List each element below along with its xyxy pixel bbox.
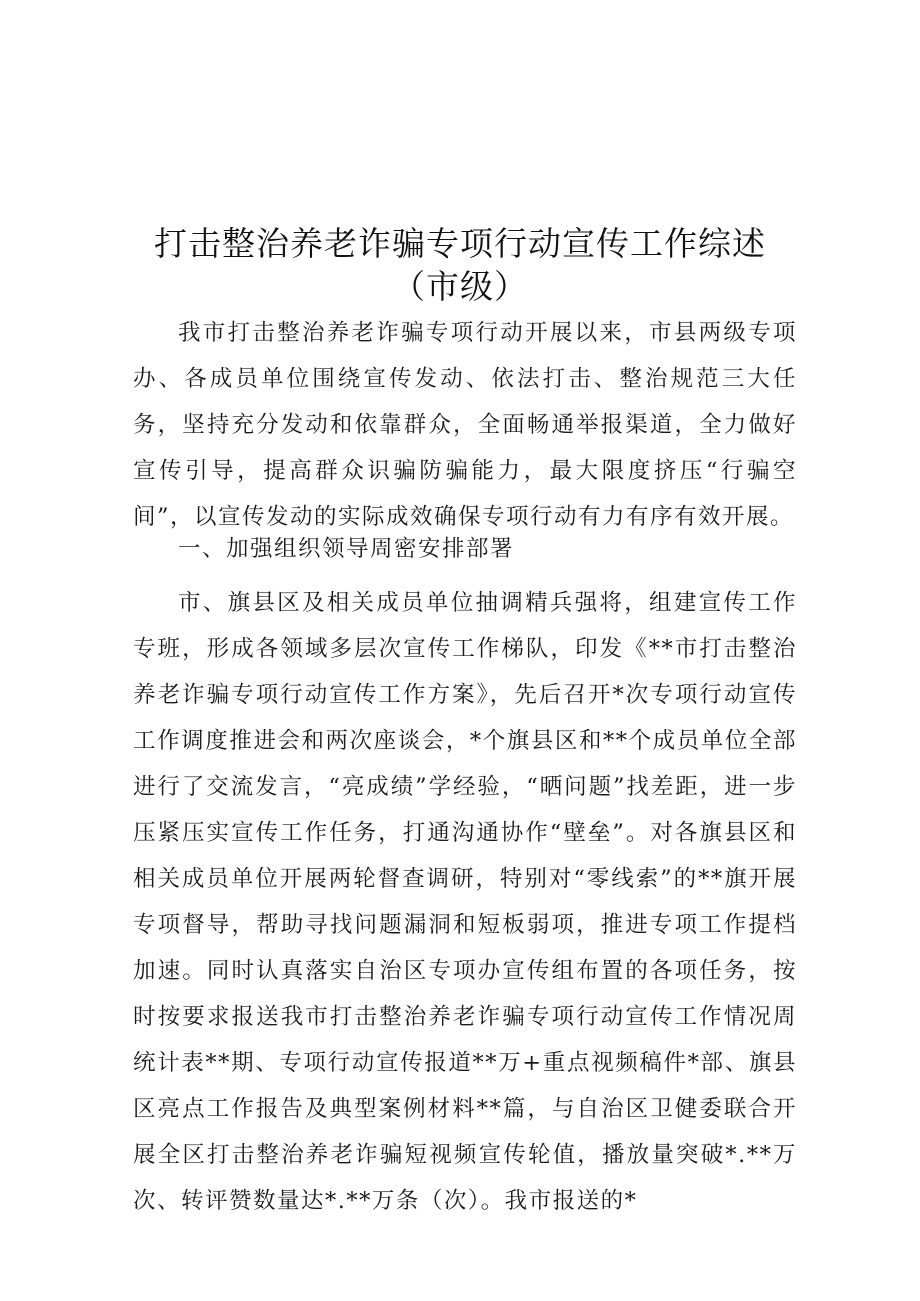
intro-paragraph: 我市打击整治养老诈骗专项行动开展以来，市县两级专项办、各成员单位围绕宣传发动、依法打击、整治规范三大任务，坚持充分发动和依靠群众，全面畅通举报渠道，全力做好宣传引导，提高群众识骗防骗能力，最大限度挤压“行骗空间”，以宣传发动的实际成效确保专项行动有力有序有效开展。 <box>133 320 797 530</box>
section-1-paragraph: 市、旗县区及相关成员单位抽调精兵强将，组建宣传工作专班，形成各领域多层次宣传工作梯队，印发《**市打击整治养老诈骗专项行动宣传工作方案》，先后召开*次专项行动宣传工作调度推进会和两次座谈会，*个旗县区和**个成员单位全部进行了交流发言，“亮成绩”学经验，“晒问题”找差距，进一步压紧压实宣传工作任务，打通沟通协作“壁垒”。对各旗县区和相关成员单位开展两轮督查调研，特别对“零线索”的**旗开展专项督导，帮助寻找问题漏洞和短板弱项，推进专项工作提档加速。同时认真落实自治区专项办宣传组布置的各项任务，按时按要求报送我市打击整治养老诈骗专项行动宣传工作情况周统计表**期、专项行动宣传报道**万+重点视频稿件*部、旗县区亮点工作报告及典型案例材料**篇，与自治区卫健委联合开展全区打击整治养老诈骗短视频宣传轮值，播放量突破*.**万次、转评赞数量达*.**万条（次）。我市报送的* <box>133 590 797 1214</box>
document-title: 打击整治养老诈骗专项行动宣传工作综述（市级） <box>154 224 766 306</box>
section-1-heading: 一、加强组织领导周密安排部署 <box>178 536 515 562</box>
